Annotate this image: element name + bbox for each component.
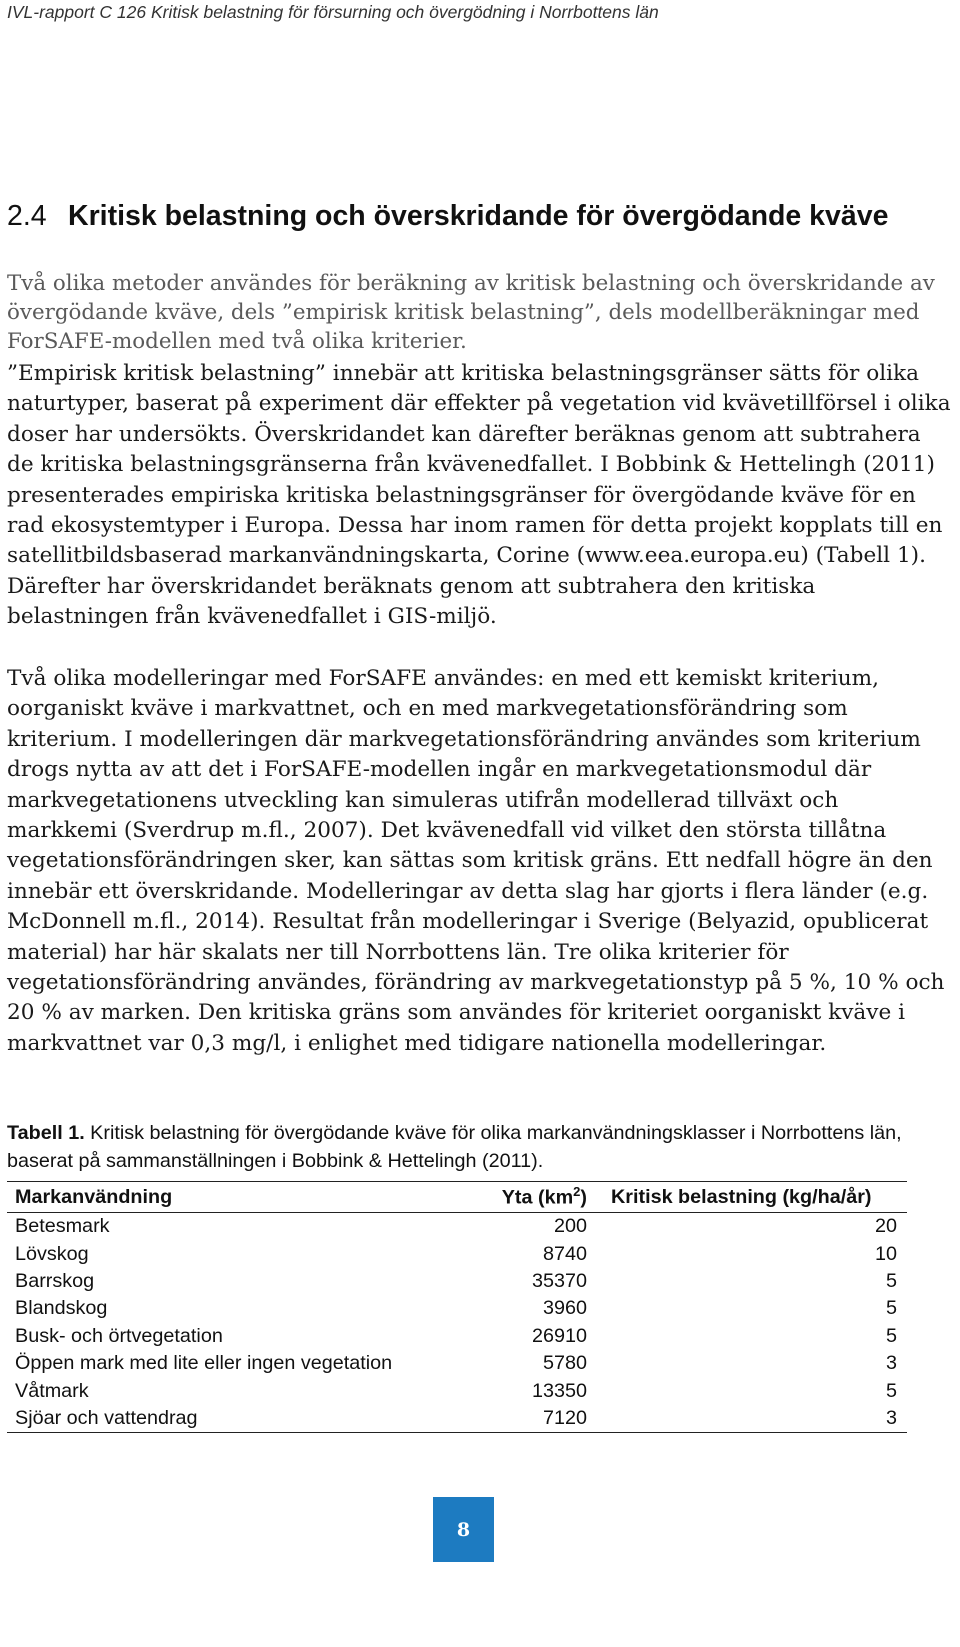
table-row [7,1213,907,1241]
header-area-close: ) [580,1186,587,1209]
section-number: 2.4 [7,200,47,232]
table-row [7,1377,907,1404]
table-caption-text: Kritisk belastning för övergödande kväve för olika markanvändningsklasser i Norrbottens län, baserat på sammanställningen i Bobbink & Hettelingh (2011). [7,1122,902,1172]
table-row [7,1405,907,1433]
header-area-superscript: 2 [573,1184,581,1200]
table-row [7,1323,907,1350]
table-row [7,1295,907,1322]
cell-land-use: Busk- och örtvegetation [15,1324,223,1347]
table-row [7,1240,907,1267]
table-caption-label: Tabell 1. [7,1122,85,1144]
cell-critical-load: 20 [874,1215,897,1238]
cell-area: 7120 [542,1406,587,1429]
cell-area: 3960 [542,1297,587,1320]
running-header: IVL-rapport C 126 Kritisk belastning för försurning och övergödning i Norrbottens län [7,2,659,22]
table-row [7,1350,907,1377]
cell-land-use: Våtmark [15,1379,89,1402]
cell-area: 8740 [542,1242,587,1265]
cell-critical-load: 5 [885,1269,897,1292]
table-caption [7,1119,947,1175]
cell-critical-load: 5 [885,1324,897,1347]
header-area-text: Yta (km [501,1186,574,1209]
table-header-row [7,1182,907,1213]
header-critical-load: Kritisk belastning (kg/ha/år) [611,1185,872,1208]
cell-area: 13350 [531,1379,587,1402]
cell-land-use: Betesmark [15,1215,110,1238]
cell-area: 5780 [542,1352,587,1375]
intro-paragraph: Två olika metoder användes för beräkning av kritisk belastning och överskridande av övergödande kväve, dels ”empirisk kritisk belastning”, dels modellberäkningar med ForSAFE-modellen med två olika kriterier. [7,271,935,354]
empirical-paragraph: ”Empirisk kritisk belastning” innebär att kritiska belastningsgränser sätts för olika naturtyper, baserat på experiment där effekter på vegetation vid kvävetillförsel i olika doser har undersökts. Överskridandet kan därefter beräknas genom att subtrahera de kritiska belastningsgränserna från kvävenedfallet. I Bobbink & Hettelingh (2011) presenterades empiriska kritiska belastningsgränser för övergödande kväve för en rad ekosystemtyper i Europa. Dessa har inom ramen för detta projekt kopplats till en satellitbildsbaserad markanvändningskarta, Corine (www.eea.europa.eu) (Tabell 1). Därefter har överskridandet beräknats genom att subtrahera den kritiska belastningen från kvävenedfallet i GIS-miljö. [7,361,951,630]
cell-land-use: Öppen mark med lite eller ingen vegetation [15,1352,393,1375]
critical-load-table [7,1181,907,1433]
cell-land-use: Lövskog [15,1242,89,1265]
page-number-badge: 8 [433,1497,494,1562]
modelling-paragraph: Två olika modelleringar med ForSAFE användes: en med ett kemiskt kriterium, oorganiskt kväve i markvattnet, och en med markvegetationsförändring som kriterium. I modelleringen där markvegetationsförändring användes som kriterium drogs nytta av att det i ForSAFE-modellen ingår en markvegetationsmodul där markvegetationens utveckling kan simuleras utifrån modellerad tillväxt och markkemi (Sverdrup m.fl., 2007). Det kvävenedfall vid vilket den största tillåtna vegetationsförändringen sker, kan sättas som kritisk gräns. Ett nedfall högre än den innebär ett överskridande. Modelleringar av detta slag har gjorts i flera länder (e.g. McDonnell m.fl., 2014). Resultat från modelleringar i Sverige (Belyazid, opublicerat material) har här skalats ner till Norrbottens län. Tre olika kriterier för vegetationsförändring användes, förändring av markvegetationstyp på 5 %, 10 % och 20 % av marken. Den kritiska gräns som användes för kriteriet oorganiskt kväve i markvattnet var 0,3 mg/l, i enlighet med tidigare nationella modelleringar. [7,666,945,1056]
cell-area: 26910 [531,1324,587,1347]
cell-land-use: Sjöar och vattendrag [15,1406,198,1429]
section-heading [7,200,957,233]
cell-critical-load: 3 [885,1352,897,1375]
cell-land-use: Blandskog [15,1297,108,1320]
section-title: Kritisk belastning och överskridande för övergödande kväve [68,200,889,232]
cell-critical-load: 10 [874,1242,897,1265]
cell-area: 200 [553,1215,587,1238]
header-land-use: Markanvändning [15,1185,173,1208]
table-row [7,1268,907,1295]
cell-critical-load: 3 [885,1406,897,1429]
cell-area: 35370 [531,1269,587,1292]
cell-land-use: Barrskog [15,1269,95,1292]
cell-critical-load: 5 [885,1297,897,1320]
header-area [451,1182,593,1213]
cell-critical-load: 5 [885,1379,897,1402]
